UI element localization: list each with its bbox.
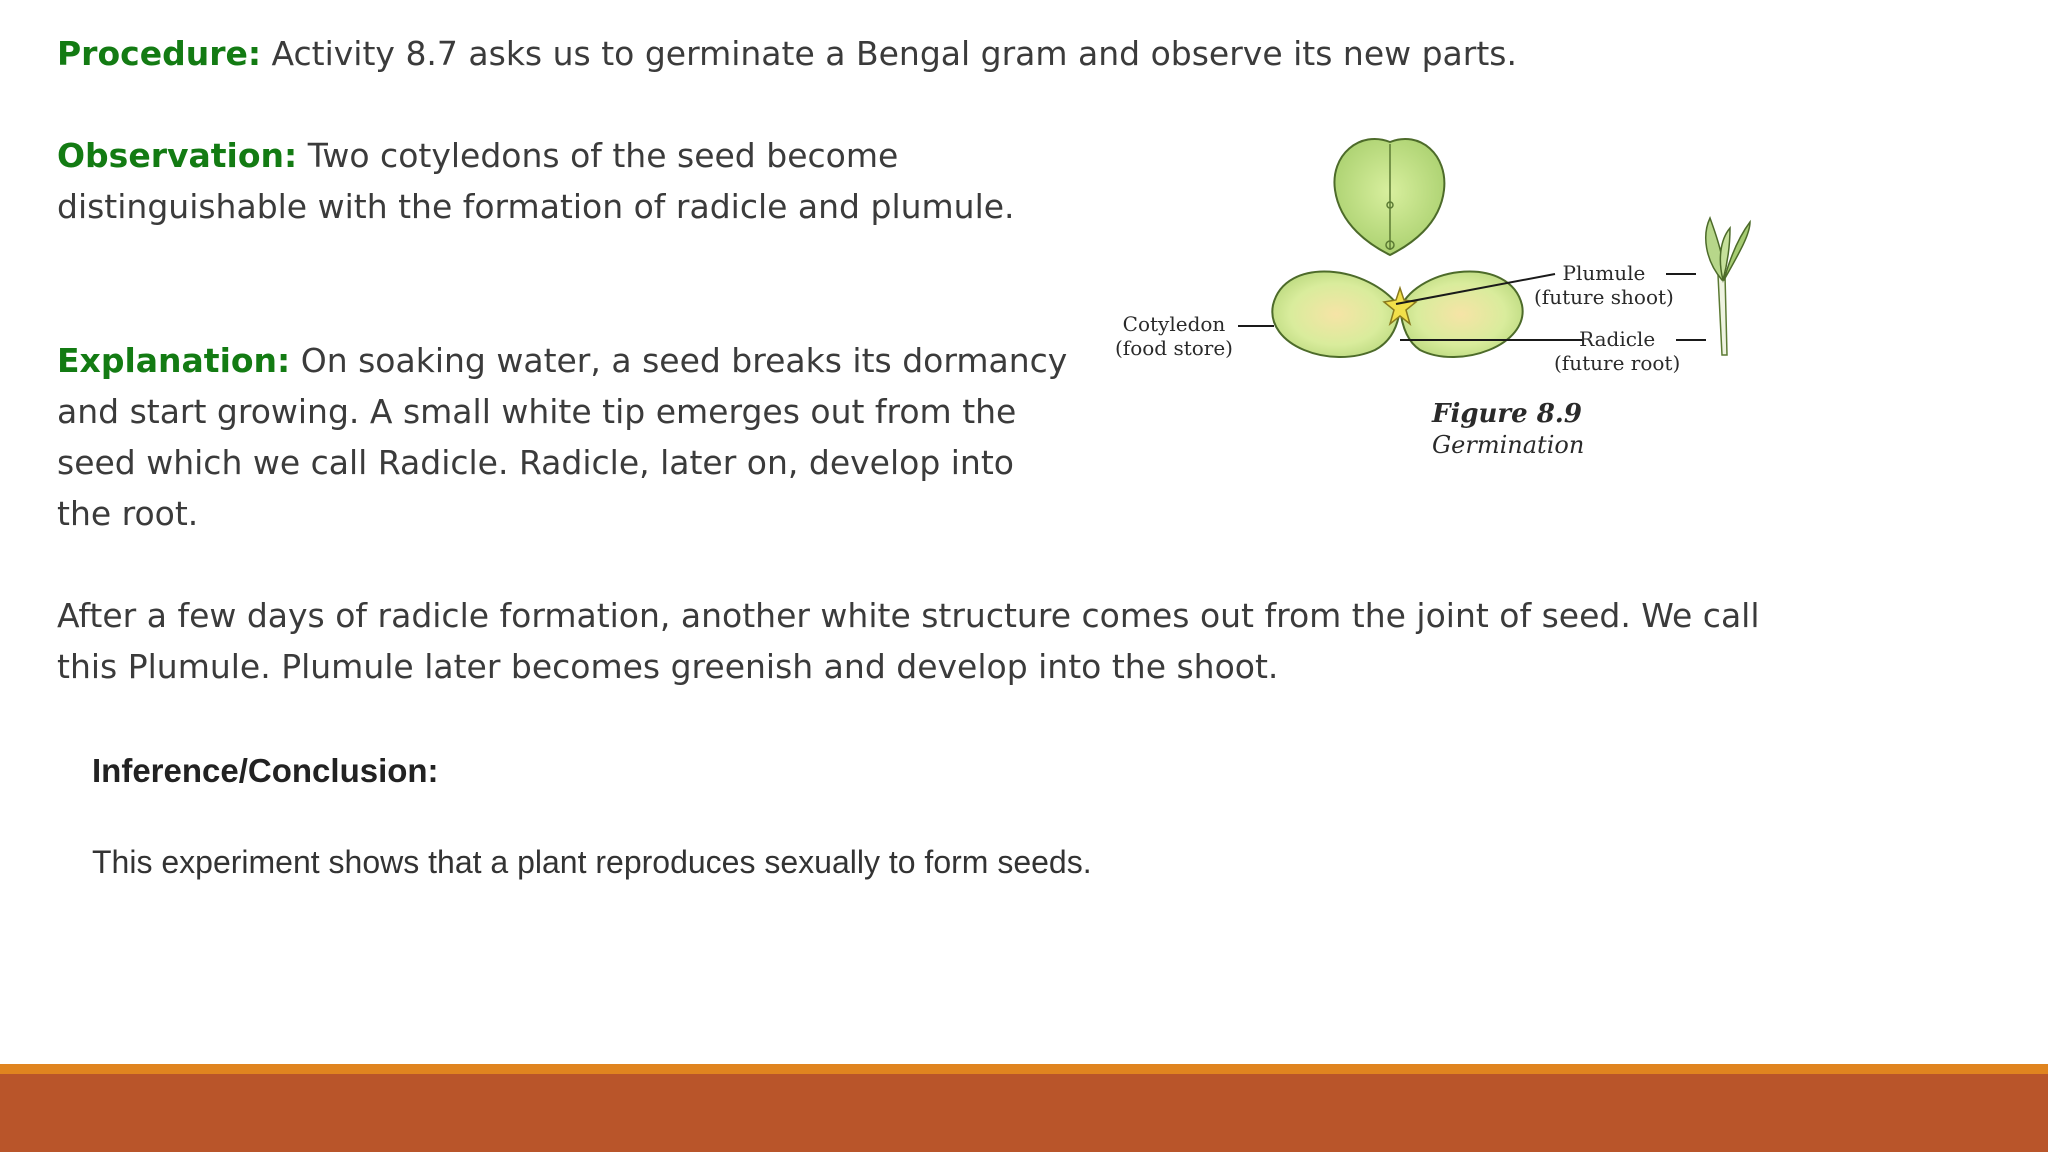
germination-figure	[1090, 130, 1790, 470]
cotyledon-label-line2: (food store)	[1115, 336, 1233, 360]
observation-text: Two cotyledons of the seed become distinguishable with the formation of radicle and plumule.	[57, 136, 1015, 226]
radicle-label-line2: (future root)	[1554, 351, 1681, 375]
footer-accent-line	[0, 1064, 2048, 1074]
plumule-label-line1: Plumule	[1562, 261, 1646, 285]
cotyledon-label-line1: Cotyledon	[1122, 312, 1226, 336]
footer-bar	[0, 1074, 2048, 1152]
cotyledon-label	[1115, 312, 1233, 360]
procedure-text: Activity 8.7 asks us to germinate a Bengal gram and observe its new parts.	[261, 34, 1517, 73]
seedling-sprout	[1706, 218, 1750, 355]
observation-label: Observation:	[57, 136, 298, 175]
inference-heading: Inference/Conclusion:	[92, 752, 439, 789]
explanation-paragraph	[57, 335, 1077, 539]
procedure-paragraph	[57, 28, 1757, 79]
plumule-label	[1534, 261, 1674, 309]
figure-caption	[1432, 398, 1584, 460]
observation-paragraph	[57, 130, 1017, 232]
inference-text: This experiment shows that a plant reproduces sexually to form seeds.	[92, 844, 1092, 880]
explanation-text: On soaking water, a seed breaks its dormancy and start growing. A small white tip emerges out from the seed which we call Radicle. Radicle, later on, develop into the root.	[57, 341, 1068, 533]
plumule-label-line2: (future shoot)	[1534, 285, 1674, 309]
radicle-label-line1: Radicle	[1579, 327, 1656, 351]
separated-cotyledon	[1334, 139, 1444, 255]
figure-title: Germination	[1432, 431, 1585, 459]
opened-seed	[1272, 271, 1522, 357]
procedure-label: Procedure:	[57, 34, 262, 73]
explanation-label: Explanation:	[57, 341, 291, 380]
plumule-paragraph: After a few days of radicle formation, another white structure comes out from the joint of seed. We call this Plumule. Plumule later becomes greenish and develop into the shoot.	[57, 596, 1760, 686]
radicle-label	[1554, 327, 1680, 375]
figure-number: Figure 8.9	[1432, 399, 1582, 429]
